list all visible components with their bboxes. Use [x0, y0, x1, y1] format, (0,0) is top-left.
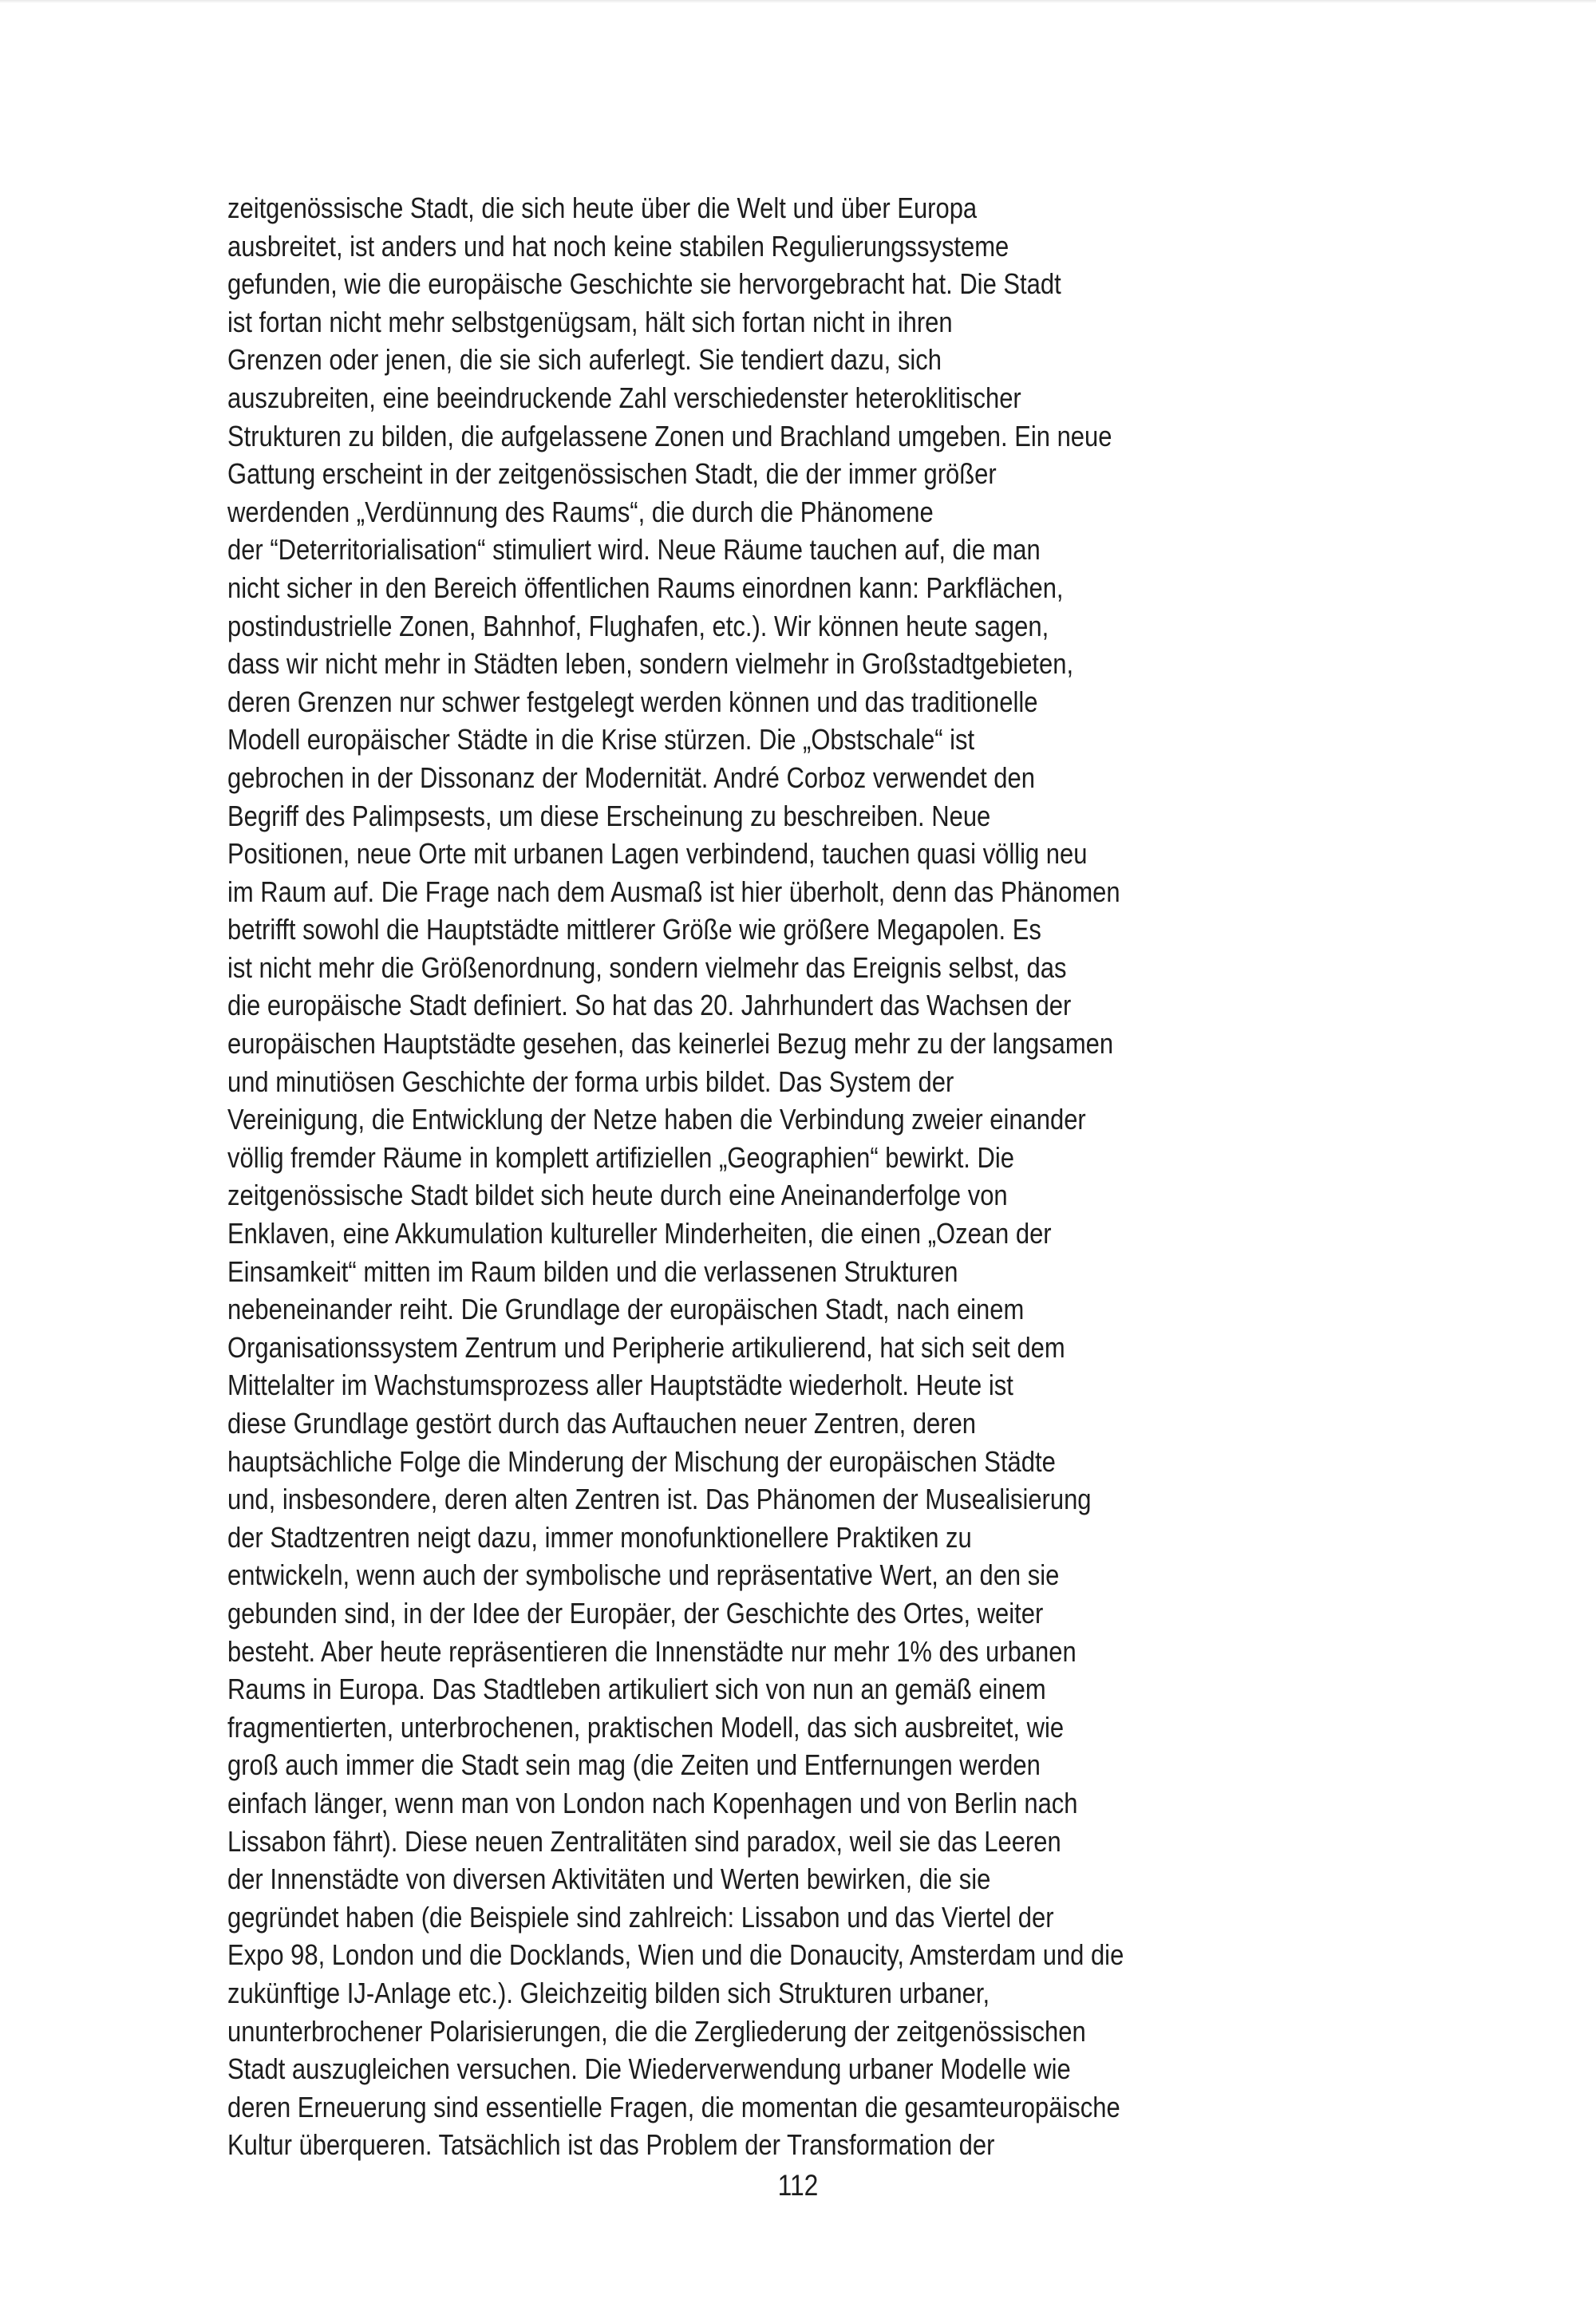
text-line: der Innenstädte von diversen Aktivitäten und Werten bewirken, die sie	[227, 1863, 991, 1896]
text-line: nebeneinander reiht. Die Grundlage der europäischen Stadt, nach einem	[227, 1293, 1025, 1326]
text-line: und minutiösen Geschichte der forma urbis bildet. Das System der	[227, 1065, 954, 1098]
text-line: deren Erneuerung sind essentielle Fragen, die momentan die gesamteuropäische	[227, 2090, 1120, 2123]
text-line: gegründet haben (die Beispiele sind zahlreich: Lissabon und das Viertel der	[227, 1900, 1054, 1934]
text-line: ist fortan nicht mehr selbstgenügsam, hält sich fortan nicht in ihren	[227, 305, 953, 338]
text-line: Strukturen zu bilden, die aufgelassene Zonen und Brachland umgeben. Ein neue	[227, 419, 1112, 452]
text-line: Positionen, neue Orte mit urbanen Lagen verbindend, tauchen quasi völlig neu	[227, 837, 1088, 871]
text-line: Expo 98, London und die Docklands, Wien und die Donaucity, Amsterdam und die	[227, 1938, 1124, 1972]
text-line: ausbreitet, ist anders und hat noch keine stabilen Regulierungssysteme	[227, 229, 1009, 263]
text-line: diese Grundlage gestört durch das Auftauchen neuer Zentren, deren	[227, 1407, 977, 1440]
text-line: Vereinigung, die Entwicklung der Netze haben die Verbindung zweier einander	[227, 1103, 1086, 1136]
text-line: Kultur überqueren. Tatsächlich ist das Problem der Transformation der	[227, 2128, 995, 2162]
text-line: nicht sicher in den Bereich öffentlichen Raums einordnen kann: Parkflächen,	[227, 571, 1064, 604]
text-line: betrifft sowohl die Hauptstädte mittlerer Größe wie größere Megapolen. Es	[227, 913, 1041, 946]
text-line: ist nicht mehr die Größenordnung, sondern vielmehr das Ereignis selbst, das	[227, 950, 1067, 984]
text-line: Grenzen oder jenen, die sie sich auferlegt. Sie tendiert dazu, sich	[227, 343, 942, 377]
text-line: der Stadtzentren neigt dazu, immer monofunktionellere Praktiken zu	[227, 1520, 972, 1554]
text-line: Lissabon fährt). Diese neuen Zentralitäten sind paradox, weil sie das Leeren	[227, 1824, 1061, 1858]
text-line: dass wir nicht mehr in Städten leben, sondern vielmehr in Großstadtgebieten,	[227, 647, 1074, 681]
page-top-edge	[0, 0, 1596, 3]
text-line: Stadt auszugleichen versuchen. Die Wiederverwendung urbaner Modelle wie	[227, 2052, 1071, 2086]
text-line: Mittelalter im Wachstumsprozess aller Hauptstädte wiederholt. Heute ist	[227, 1369, 1013, 1402]
text-line: entwickeln, wenn auch der symbolische und repräsentative Wert, an den sie	[227, 1558, 1060, 1592]
text-line: groß auch immer die Stadt sein mag (die Zeiten und Entfernungen werden	[227, 1748, 1041, 1782]
text-line: besteht. Aber heute repräsentieren die Innenstädte nur mehr 1% des urbanen	[227, 1634, 1077, 1668]
text-line: zeitgenössische Stadt, die sich heute über die Welt und über Europa	[227, 192, 978, 224]
text-line: europäischen Hauptstädte gesehen, das keinerlei Bezug mehr zu der langsamen	[227, 1027, 1114, 1061]
text-line: gebrochen in der Dissonanz der Modernität. André Corboz verwendet den	[227, 760, 1035, 794]
text-line: zeitgenössische Stadt bildet sich heute durch eine Aneinanderfolge von	[227, 1179, 1008, 1212]
text-line: einfach länger, wenn man von London nach Kopenhagen und von Berlin nach	[227, 1786, 1078, 1819]
text-line: hauptsächliche Folge die Minderung der Mischung der europäischen Städte	[227, 1444, 1056, 1478]
text-line: Enklaven, eine Akkumulation kultureller Minderheiten, die einen „Ozean der	[227, 1217, 1052, 1250]
text-line: völlig fremder Räume in komplett artifiziellen „Geographien“ bewirkt. Die	[227, 1140, 1014, 1174]
text-line: fragmentierten, unterbrochenen, praktischen Modell, das sich ausbreitet, wie	[227, 1710, 1065, 1744]
text-line: Einsamkeit“ mitten im Raum bilden und die verlassenen Strukturen	[227, 1254, 958, 1288]
page-number: 112	[777, 2169, 819, 2202]
text-line: Gattung erscheint in der zeitgenössischen Stadt, die der immer größer	[227, 457, 997, 491]
text-line: die europäische Stadt definiert. So hat das 20. Jahrhundert das Wachsen der	[227, 989, 1072, 1022]
text-line: ununterbrochener Polarisierungen, die die Zergliederung der zeitgenössischen	[227, 2014, 1086, 2048]
text-line: auszubreiten, eine beeindruckende Zahl verschiedenster heteroklitischer	[227, 381, 1021, 414]
text-line: gebunden sind, in der Idee der Europäer, der Geschichte des Ortes, weiter	[227, 1596, 1044, 1629]
text-line: postindustrielle Zonen, Bahnhof, Flughafen, etc.). Wir können heute sagen,	[227, 609, 1049, 642]
text-line: zukünftige IJ-Anlage etc.). Gleichzeitig bilden sich Strukturen urbaner,	[227, 1976, 990, 2009]
text-line: im Raum auf. Die Frage nach dem Ausmaß ist hier überholt, denn das Phänomen	[227, 875, 1120, 908]
text-line: Modell europäischer Städte in die Krise stürzen. Die „Obstschale“ ist	[227, 723, 975, 756]
text-line: gefunden, wie die europäische Geschichte sie hervorgebracht hat. Die Stadt	[227, 267, 1061, 301]
text-line: deren Grenzen nur schwer festgelegt werden können und das traditionelle	[227, 685, 1038, 718]
text-line: und, insbesondere, deren alten Zentren ist. Das Phänomen der Musealisierung	[227, 1483, 1092, 1516]
text-line: Organisationssystem Zentrum und Peripherie artikulierend, hat sich seit dem	[227, 1330, 1065, 1364]
text-line: Raums in Europa. Das Stadtleben artikuliert sich von nun an gemäß einem	[227, 1673, 1046, 1706]
text-line: werdenden „Verdünnung des Raums“, die durch die Phänomene	[227, 495, 934, 528]
text-line: der “Deterritorialisation“ stimuliert wird. Neue Räume tauchen auf, die man	[227, 533, 1041, 567]
text-line: Begriff des Palimpsests, um diese Erscheinung zu beschreiben. Neue	[227, 799, 991, 832]
body-text	[227, 189, 1472, 2164]
